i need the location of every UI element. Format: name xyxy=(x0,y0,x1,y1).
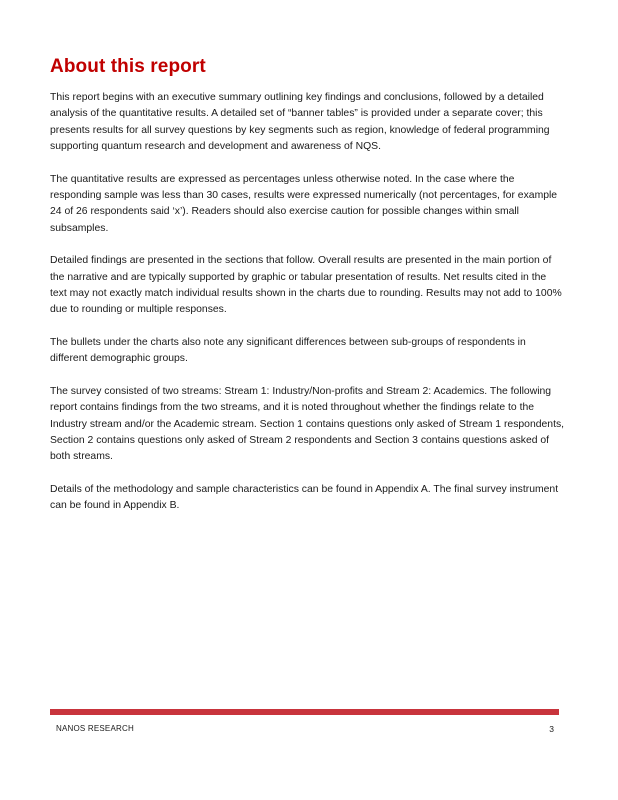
footer-divider xyxy=(50,709,559,715)
paragraph-appendices: Details of the methodology and sample characteristics can be found in Appendix A. The final survey instrument can be found in Appendix B. xyxy=(50,483,559,512)
section-title: About this report xyxy=(50,56,206,77)
page-number: 3 xyxy=(549,724,554,734)
paragraph-survey-streams: The survey consisted of two streams: Stream 1: Industry/Non-profits and Stream 2: Academics. The following report contains findings from the two streams, and it is noted throughout whether the findings relate to the Industry stream and/or the Academic stream. Section 1 contains questions only asked of Stream 1 respondents, Section 2 contains questions only asked of Stream 2 respondents and Section 3 contains questions asked of both streams. xyxy=(50,385,565,463)
report-body xyxy=(50,90,565,531)
paragraph-detailed-findings: Detailed findings are presented in the sections that follow. Overall results are presented in the main portion of the narrative and are typically supported by graphic or tabular presentation of results. Net results cited in the text may not exactly match individual results shown in the charts due to rounding. Results may not add to 100% due to rounding or multiple responses. xyxy=(50,255,562,316)
footer-organization: NANOS RESEARCH xyxy=(56,724,134,733)
paragraph-bullets: The bullets under the charts also note any significant differences between sub-groups of respondents in different demographic groups. xyxy=(50,336,526,365)
paragraph-percentages: The quantitative results are expressed as percentages unless otherwise noted. In the case where the responding sample was less than 30 cases, results were expressed numerically (not percentages, for example 24 of 26 respondents said ‘x’). Readers should also exercise caution for possible changes within small subsamples. xyxy=(50,173,558,234)
paragraph-overview: This report begins with an executive summary outlining key findings and conclusions, followed by a detailed analysis of the quantitative results. A detailed set of “banner tables” is provided under a separate cover; this presents results for all survey questions by key segments such as region, knowledge of federal programming supporting quantum research and development and awareness of NQS. xyxy=(50,92,550,153)
